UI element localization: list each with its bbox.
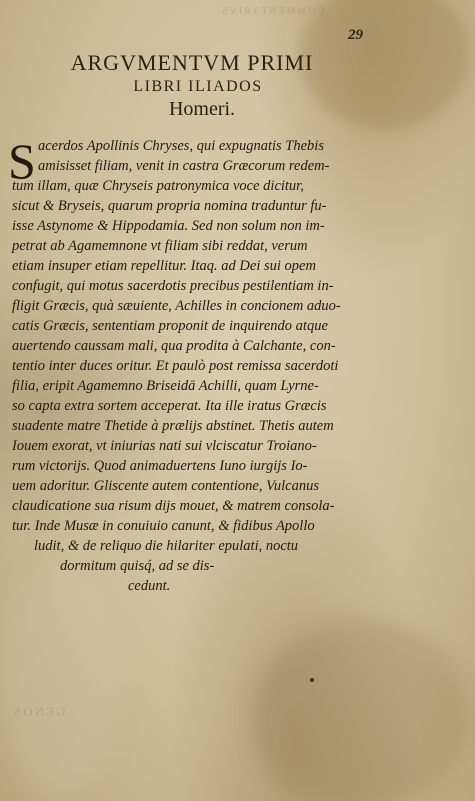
text-line: fligit Græcis, quà sæuiente, Achilles in concionem aduo- — [12, 298, 341, 314]
paper-stain — [0, 560, 120, 800]
heading-line-3: Homeri. — [168, 98, 236, 120]
text-line: sicut & Bryseis, quarum propria nomina traduntur fu- — [12, 198, 327, 214]
text-line: ludit, & de reliquo die hilariter epulati, noctu — [34, 538, 299, 554]
page-number: 29 — [348, 27, 363, 43]
bleed-through-text: COMMENTARIVS — [220, 6, 325, 17]
text-line: tur. Inde Musæ in conuiuio canunt, & fidibus Apollo — [12, 518, 315, 534]
paper-stain — [250, 620, 470, 801]
text-line: claudicatione sua risum dijs mouet, & matrem consola- — [12, 498, 335, 514]
drop-cap: S — [8, 133, 36, 189]
text-line: rum victorijs. Quod animaduertens Iuno iurgijs Io- — [12, 458, 308, 474]
text-line: suadente matre Thetide à prælijs abstinet. Thetis autem — [12, 418, 334, 434]
text-line: petrat ab Agamemnone vt filiam sibi reddat, verum — [12, 238, 308, 254]
text-line: isse Astynome & Hippodamia. Sed non solum non im- — [12, 218, 325, 234]
text-line: tum illam, quæ Chryseis patronymica voce dicitur, — [12, 178, 304, 194]
bleed-through-text: GENOS — [12, 704, 66, 719]
text-line: Iouem exorat, vt iniurias nati sui vlciscatur Troiano- — [12, 438, 317, 454]
text-line: tentio inter duces oritur. Et paulò post remissa sacerdoti — [12, 358, 339, 374]
text-line: uem adoritur. Gliscente autem contentione, Vulcanus — [12, 478, 319, 494]
text-line: etiam insuper etiam repellitur. Itaq. ad Dei sui opem — [12, 258, 316, 274]
ink-dot — [310, 678, 314, 682]
text-line: cedunt. — [128, 578, 171, 594]
text-line: auertendo caussam mali, qua prodita à Calchante, con- — [12, 338, 336, 354]
text-line: catis Græcis, sententiam proponit de inquirendo atque — [12, 318, 328, 334]
text-line: filia, eripit Agamemno Briseidā Achilli, quam Lyrne- — [12, 378, 319, 394]
text-line: amisisset filiam, venit in castra Græcorum redem- — [38, 158, 330, 174]
heading-line-2: LIBRI ILIADOS — [133, 78, 263, 95]
text-line: confugit, qui motus sacerdotis precibus pestilentiam in- — [12, 278, 334, 294]
text-line: dormitum quisq́, ad se dis- — [60, 558, 215, 574]
text-line: acerdos Apollinis Chryses, qui expugnatis Thebis — [38, 138, 324, 154]
text-line: so capta extra sortem acceperat. Ita ille iratus Græcis — [12, 398, 327, 414]
heading-line-1: ARGVMENTVM PRIMI — [70, 50, 314, 75]
